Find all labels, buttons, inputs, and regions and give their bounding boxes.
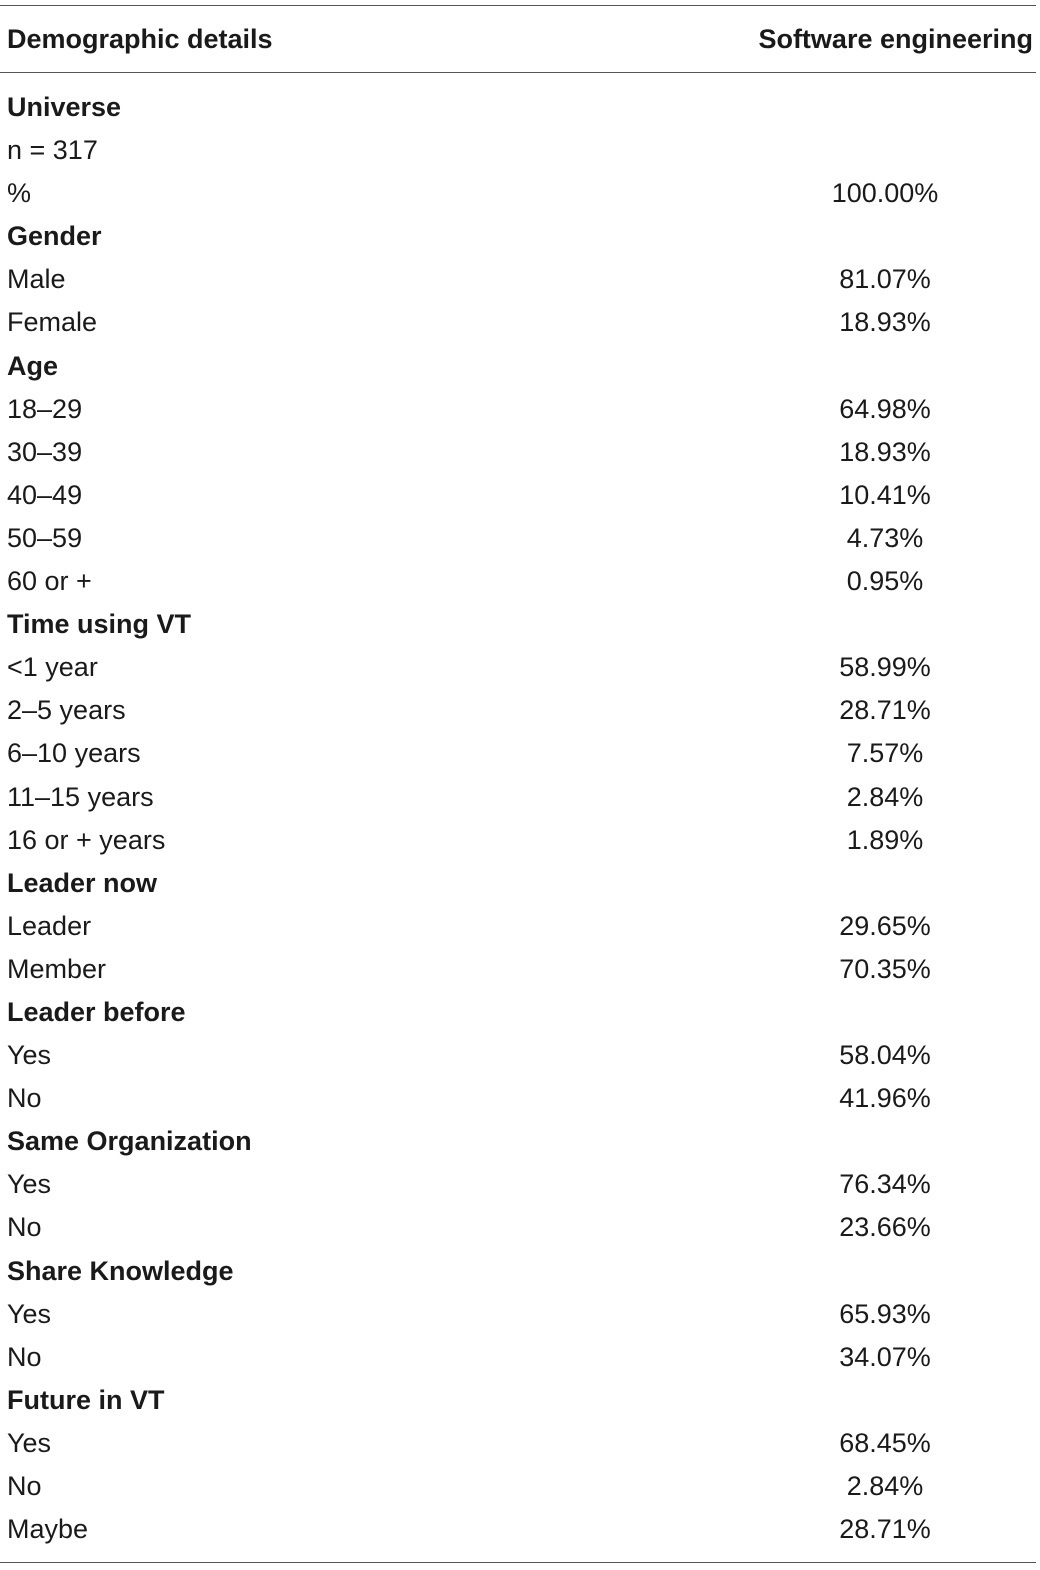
table-bottom-rule (0, 1562, 1036, 1563)
section-heading: Share Knowledge (7, 1255, 234, 1286)
table-top-rule (0, 5, 1036, 6)
row-label: % (7, 178, 32, 209)
row-value: 34.07% (839, 1341, 931, 1372)
row-label: Maybe (7, 1514, 89, 1545)
row-label: n = 317 (7, 135, 98, 166)
row-value: 68.45% (839, 1427, 931, 1458)
table-row (0, 172, 1036, 215)
table-header-rule (0, 72, 1036, 73)
section-heading: Leader now (7, 867, 158, 898)
section-heading-row (0, 991, 1036, 1034)
section-heading: Leader before (7, 996, 186, 1027)
row-value: 29.65% (839, 910, 931, 941)
row-value: 28.71% (839, 695, 931, 726)
row-value: 18.93% (839, 307, 931, 338)
table-row (0, 948, 1036, 991)
section-heading: Age (7, 350, 59, 381)
table-body (0, 86, 1036, 1551)
section-heading-row (0, 1120, 1036, 1163)
table-row (0, 129, 1036, 172)
section-heading-row (0, 86, 1036, 129)
row-label: No (7, 1083, 42, 1114)
table-row (0, 1465, 1036, 1508)
row-label: 60 or + (7, 566, 92, 597)
row-label: 11–15 years (7, 781, 154, 812)
section-heading-row (0, 345, 1036, 388)
table-row (0, 1206, 1036, 1249)
row-label: No (7, 1341, 42, 1372)
header-demographic-details: Demographic details (7, 24, 273, 54)
row-value: 18.93% (839, 436, 931, 467)
table-row (0, 819, 1036, 862)
section-heading-row (0, 862, 1036, 905)
section-heading: Time using VT (7, 609, 192, 640)
table-row (0, 1077, 1036, 1120)
row-value: 81.07% (839, 264, 931, 295)
row-value: 23.66% (839, 1212, 931, 1243)
row-value: 70.35% (839, 953, 931, 984)
row-value: 1.89% (846, 824, 924, 855)
header-software-engineering: Software engineering (758, 24, 1033, 54)
table-header (0, 18, 1036, 64)
section-heading: Gender (7, 221, 102, 252)
row-value: 2.84% (846, 781, 924, 812)
row-label: Yes (7, 1298, 52, 1329)
row-label: No (7, 1471, 42, 1501)
row-value: 65.93% (839, 1298, 931, 1329)
table-row (0, 1336, 1036, 1379)
row-value: 100.00% (831, 178, 939, 209)
table-row (0, 776, 1036, 819)
table-row (0, 1508, 1036, 1551)
section-heading-row (0, 603, 1036, 646)
table-row (0, 1422, 1036, 1465)
row-value: 58.99% (839, 652, 931, 683)
row-label: 40–49 (7, 479, 83, 510)
section-heading-row (0, 215, 1036, 258)
row-value: 41.96% (839, 1083, 931, 1114)
table-row (0, 905, 1036, 948)
row-label: Yes (7, 1427, 52, 1458)
section-heading: Same Organization (7, 1126, 252, 1157)
row-label: Leader (7, 910, 92, 941)
row-label: 50–59 (7, 522, 83, 553)
table-row (0, 301, 1036, 344)
row-label: Male (7, 264, 66, 295)
row-value: 64.98% (839, 393, 931, 424)
table-row (0, 517, 1036, 560)
section-heading-row (0, 1250, 1036, 1293)
table-row (0, 1163, 1036, 1206)
row-label: Member (7, 953, 107, 984)
table-row (0, 560, 1036, 603)
table-row (0, 646, 1036, 689)
row-label: 6–10 years (7, 738, 141, 769)
row-value: 10.41% (839, 479, 931, 510)
table-row (0, 431, 1036, 474)
table-row (0, 474, 1036, 517)
table-row (0, 1034, 1036, 1077)
row-label: <1 year (7, 652, 98, 683)
row-value: 7.57% (846, 738, 924, 769)
table-row (0, 689, 1036, 732)
row-label: Yes (7, 1040, 52, 1071)
section-heading: Universe (7, 92, 122, 122)
row-value: 4.73% (846, 522, 924, 553)
table-row (0, 258, 1036, 301)
table-row (0, 388, 1036, 431)
row-value: 0.95% (846, 566, 924, 597)
section-heading-row (0, 1379, 1036, 1422)
row-value: 28.71% (839, 1514, 931, 1545)
row-label: No (7, 1212, 42, 1243)
row-value: 2.84% (846, 1471, 924, 1501)
table-row (0, 1293, 1036, 1336)
row-label: 2–5 years (7, 695, 126, 726)
row-value: 58.04% (839, 1040, 931, 1071)
row-value: 76.34% (839, 1169, 931, 1200)
section-heading: Future in VT (7, 1384, 165, 1415)
row-label: 16 or + years (7, 824, 166, 855)
row-label: 30–39 (7, 436, 83, 467)
table-row (0, 732, 1036, 775)
row-label: 18–29 (7, 393, 83, 424)
row-label: Yes (7, 1169, 52, 1200)
row-label: Female (7, 307, 98, 338)
